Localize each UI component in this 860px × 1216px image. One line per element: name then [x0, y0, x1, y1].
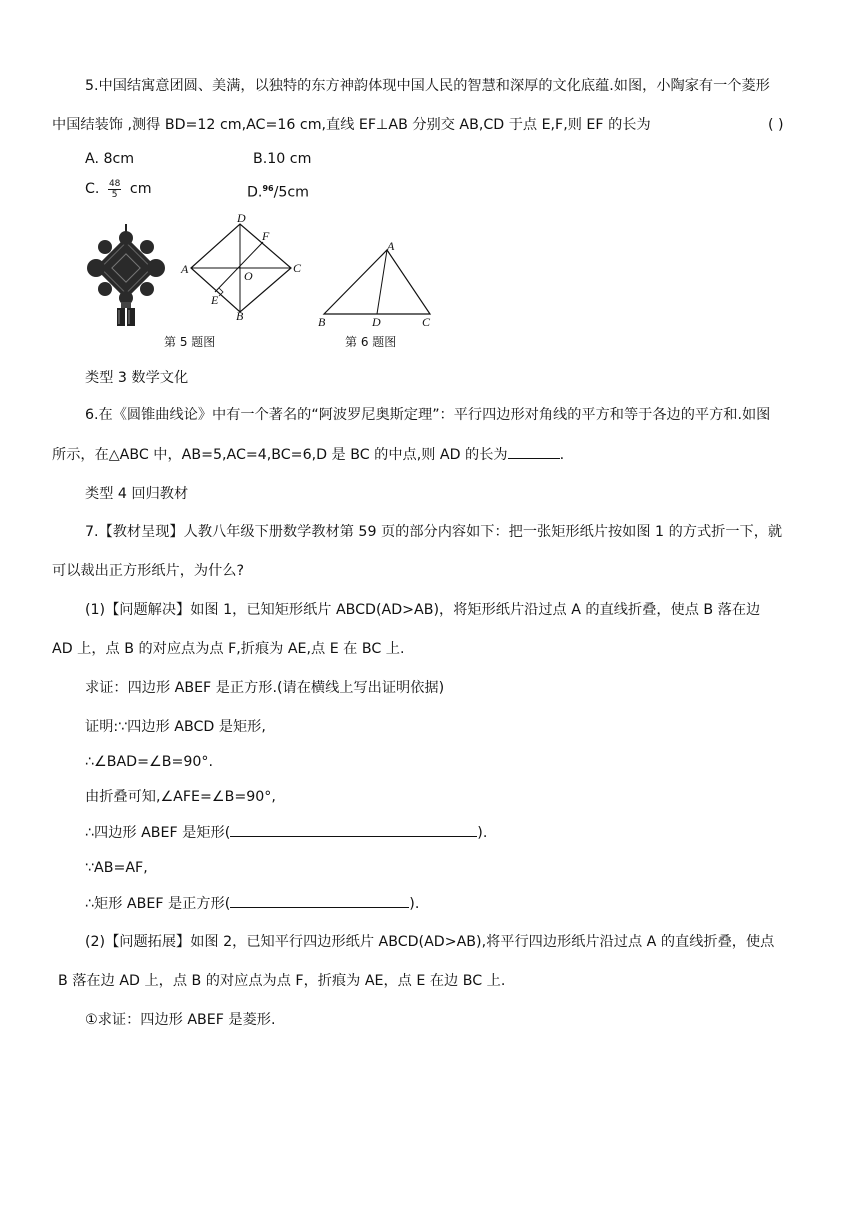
fig5-label-e: E [211, 293, 219, 307]
q5-option-c-fraction [108, 179, 121, 200]
figure-5-rhombus [176, 210, 308, 320]
q5-option-d-rest: /5cm [273, 184, 310, 201]
q6-line-2 [52, 444, 564, 465]
q7-proof-step-5: ∵AB=AF, [85, 860, 148, 876]
fig5-label-a: A [181, 262, 189, 276]
q7-proof-step-1: 证明:∵四边形 ABCD 是矩形, [85, 719, 266, 735]
figure-5-caption: 第 5 题图 [164, 335, 216, 349]
q7-proof-step-3: 由折叠可知,∠AFE=∠B=90°, [85, 789, 276, 805]
q7-proof-step-6-text: ∴矩形 ABEF 是正方形( [85, 896, 231, 912]
q5-option-a: A. 8cm [85, 151, 135, 167]
q7-proof-step-4 [85, 822, 487, 843]
q5-option-d [247, 179, 309, 203]
q7-proof-step-2: ∴∠BAD=∠B=90°. [85, 754, 213, 770]
q6-line-2-end: . [559, 447, 565, 463]
q7-proof-step-6-end: ). [409, 896, 420, 912]
q7-proof-blank-1 [230, 822, 477, 837]
figure-6-triangle [312, 236, 442, 328]
q7-part1-line-1: (1)【问题解决】如图 1，已知矩形纸片 ABCD(AD>AB)，将矩形纸片沿过点 A 的直线折叠，使点 B 落在边 [85, 602, 761, 618]
q7-proof-step-6 [85, 893, 419, 914]
q7-part2-line-2: B 落在边 AD 上，点 B 的对应点为点 F，折痕为 AE，点 E 在边 BC 上. [58, 973, 506, 989]
q5-option-c-unit: cm [129, 181, 152, 197]
q5-option-c-numerator: 48 [108, 178, 121, 189]
fig5-label-b: B [236, 309, 244, 320]
fig5-label-d: D [237, 211, 246, 225]
fig6-label-d: D [372, 315, 381, 328]
fig6-label-c: C [422, 315, 431, 328]
q6-answer-blank [508, 444, 560, 459]
chinese-knot-image [84, 224, 170, 328]
type-3-heading: 类型 3 数学文化 [85, 370, 189, 386]
q7-proof-step-4-text: ∴四边形 ABEF 是矩形( [85, 825, 231, 841]
fig5-label-o: O [244, 269, 253, 283]
q5-line-2: 中国结装饰 ,测得 BD=12 cm,AC=16 cm,直线 EF⊥AB 分别交 AB,CD 于点 E,F,则 EF 的长为 [52, 117, 651, 133]
q7-intro-line-1: 7.【教材呈现】人教八年级下册数学教材第 59 页的部分内容如下：把一张矩形纸片按如图 1 的方式折一下，就 [85, 524, 783, 540]
q5-option-b: B.10 cm [253, 151, 312, 167]
q5-option-c-label: C. [85, 181, 100, 197]
q6-line-2-text: 所示，在△ABC 中，AB=5,AC=4,BC=6,D 是 BC 的中点,则 AD 的长为 [52, 447, 508, 463]
figure-6-caption: 第 6 题图 [345, 335, 397, 349]
q5-line-1: 5.中国结寓意团圆、美满，以独特的东方神韵体现中国人民的智慧和深厚的文化底蕴.如图，小陶家有一个菱形 [85, 78, 770, 94]
q6-line-1: 6.在《圆锥曲线论》中有一个著名的“阿波罗尼奥斯定理”：平行四边形对角线的平方和等于各边的平方和.如图 [85, 407, 771, 423]
fig5-label-c: C [293, 261, 302, 275]
q5-option-c [85, 176, 152, 202]
type-4-heading: 类型 4 回归教材 [85, 486, 189, 502]
q5-option-d-label: D. [247, 184, 263, 201]
q7-part2-sub-1: ①求证：四边形 ABEF 是菱形. [85, 1012, 276, 1028]
fig6-label-a: A [387, 239, 395, 253]
fig6-label-b: B [318, 315, 326, 328]
q7-part1-line-2: AD 上，点 B 的对应点为点 F,折痕为 AE,点 E 在 BC 上. [52, 641, 405, 657]
q7-proof-step-4-end: ). [477, 825, 488, 841]
q7-prove-statement: 求证：四边形 ABEF 是正方形.(请在横线上写出证明依据) [85, 680, 445, 696]
q7-intro-line-2: 可以裁出正方形纸片，为什么? [52, 563, 244, 579]
fig5-label-f: F [262, 229, 270, 243]
q5-option-c-denominator: 5 [111, 189, 118, 200]
q7-proof-blank-2 [230, 893, 409, 908]
q5-answer-paren: ( ) [768, 117, 784, 133]
q7-part2-line-1: (2)【问题拓展】如图 2，已知平行四边形纸片 ABCD(AD>AB),将平行四边形纸片沿过点 A 的直线折叠，使点 [85, 934, 775, 950]
q5-option-d-sup: 96 [262, 184, 274, 193]
